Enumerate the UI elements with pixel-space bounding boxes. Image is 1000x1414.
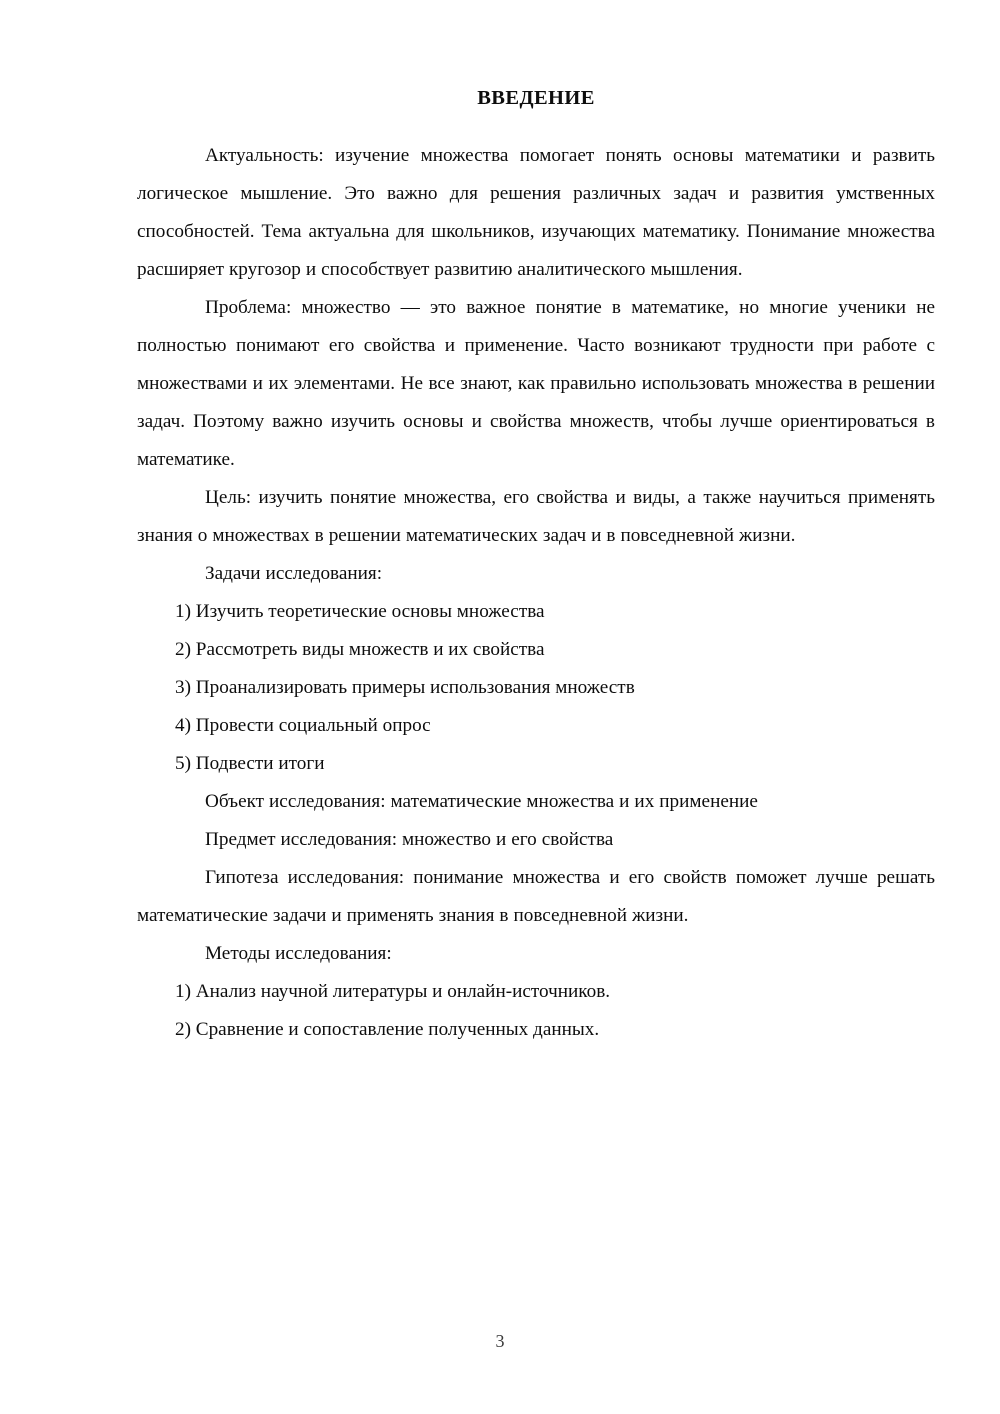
- list-item: 4) Провести социальный опрос: [175, 714, 431, 736]
- page-number: 3: [495, 1331, 505, 1351]
- paragraph-object: Объект исследования: математические множества и их применение: [205, 790, 758, 812]
- list-item: 5) Подвести итоги: [175, 752, 325, 774]
- paragraph-subject: Предмет исследования: множество и его свойства: [205, 828, 614, 850]
- list-item: 3) Проанализировать примеры использования множеств: [175, 676, 635, 698]
- list-item: 2) Рассмотреть виды множеств и их свойства: [175, 638, 545, 660]
- heading-methods: Методы исследования:: [205, 942, 392, 964]
- list-item: 2) Сравнение и сопоставление полученных данных.: [175, 1018, 600, 1040]
- list-item: 1) Анализ научной литературы и онлайн-источников.: [175, 980, 611, 1002]
- list-item: 1) Изучить теоретические основы множества: [175, 600, 545, 622]
- paragraph-goal: Цель: изучить понятие множества, его свойства и виды, а также научиться применять знания о множествах в решении математических задач и в повседневной жизни.: [137, 486, 935, 546]
- paragraph-relevance: Актуальность: изучение множества помогает понять основы математики и развить логическое мышление. Это важно для решения различных задач и развития умственных способностей. Тема актуальна для школьников, изучающих математику. Понимание множества расширяет кругозор и способствует развитию аналитического мышления.: [137, 144, 935, 280]
- paragraph-hypothesis: Гипотеза исследования: понимание множества и его свойств поможет лучше решать математические задачи и применять знания в повседневной жизни.: [137, 866, 935, 926]
- paragraph-problem: Проблема: множество — это важное понятие в математике, но многие ученики не полностью понимают его свойства и применение. Часто возникают трудности при работе с множествами и их элементами. Не все знают, как правильно использовать множества в решении задач. Поэтому важно изучить основы и свойства множеств, чтобы лучше ориентироваться в математике.: [137, 296, 935, 470]
- heading-tasks: Задачи исследования:: [205, 562, 383, 584]
- page-content: [137, 86, 935, 1049]
- page-title: ВВЕДЕНИЕ: [477, 87, 595, 109]
